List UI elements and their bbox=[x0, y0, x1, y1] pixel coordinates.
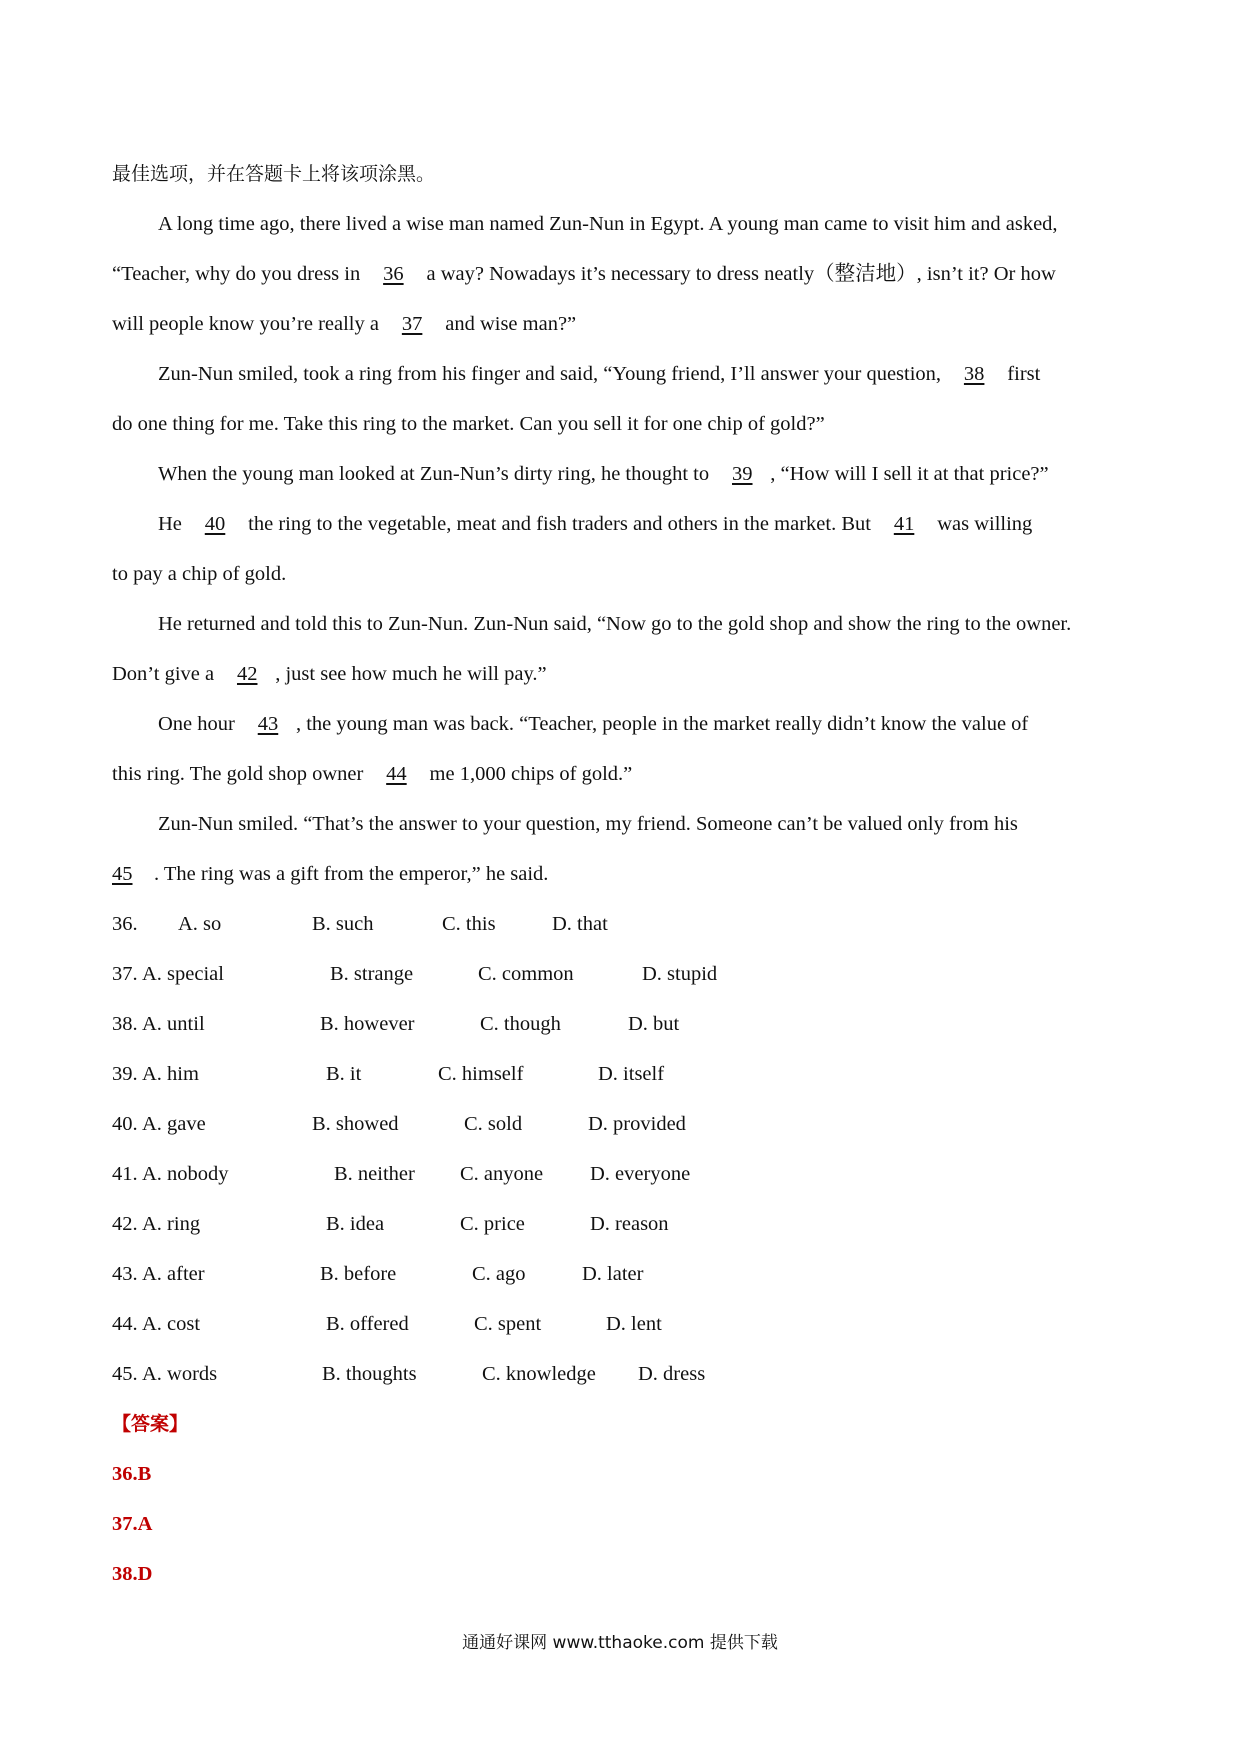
passage-text: A long time ago, there lived a wise man named Zun-Nun in Egypt. A young man came to visit him and asked, bbox=[158, 213, 1058, 235]
question-row bbox=[112, 1052, 1132, 1102]
option-c: C. price bbox=[460, 1213, 525, 1235]
passage-line bbox=[112, 852, 1132, 902]
option-c: C. ago bbox=[472, 1263, 526, 1285]
passage-line bbox=[112, 802, 1132, 852]
blank-39: 39 bbox=[732, 463, 753, 485]
blank-45: 45 bbox=[112, 863, 133, 885]
option-b: B. however bbox=[320, 1013, 415, 1035]
passage-text: He returned and told this to Zun-Nun. Zun-Nun said, “Now go to the gold shop and show the ring to the owner. bbox=[158, 613, 1072, 635]
passage-text: He bbox=[158, 513, 182, 535]
option-a: A. so bbox=[178, 913, 222, 935]
blank-42: 42 bbox=[236, 663, 258, 685]
passage-line bbox=[112, 202, 1132, 252]
option-a: A. words bbox=[142, 1363, 218, 1385]
option-a: A. nobody bbox=[142, 1163, 229, 1185]
question-list bbox=[112, 902, 1132, 1402]
passage-text: When the young man looked at Zun-Nun’s dirty ring, he thought to bbox=[158, 463, 710, 485]
question-number: 44. bbox=[112, 1313, 138, 1335]
question-row bbox=[112, 952, 1132, 1002]
passage-line bbox=[112, 702, 1132, 752]
passage-text: Zun-Nun smiled, took a ring from his finger and said, “Young friend, I’ll answer your question, bbox=[158, 363, 942, 385]
option-a: A. after bbox=[142, 1263, 205, 1285]
passage-line bbox=[112, 752, 1132, 802]
question-number: 40. bbox=[112, 1113, 138, 1135]
blank-44: 44 bbox=[386, 763, 407, 785]
passage-line bbox=[112, 652, 1132, 702]
option-d: D. everyone bbox=[590, 1163, 691, 1185]
passage-line bbox=[112, 552, 1132, 602]
passage-text: to pay a chip of gold. bbox=[112, 563, 287, 585]
footer-text: 通通好课网 www.tthaoke.com 提供下载 bbox=[462, 1633, 778, 1653]
option-d: D. provided bbox=[588, 1113, 686, 1135]
question-row bbox=[112, 902, 1132, 952]
question-number: 39. bbox=[112, 1063, 138, 1085]
document-page bbox=[112, 152, 1132, 1602]
answer-item: 38.D bbox=[112, 1563, 153, 1585]
option-b: B. neither bbox=[334, 1163, 415, 1185]
option-d: D. later bbox=[582, 1263, 644, 1285]
blank-38: 38 bbox=[963, 363, 985, 385]
passage-text: the ring to the vegetable, meat and fish traders and others in the market. But bbox=[248, 513, 871, 535]
question-number: 45. bbox=[112, 1363, 138, 1385]
question-number: 37. bbox=[112, 963, 138, 985]
passage-text: “Teacher, why do you dress in bbox=[112, 263, 361, 285]
passage-text: first bbox=[1007, 363, 1041, 385]
passage-line bbox=[112, 502, 1132, 552]
option-b: B. it bbox=[326, 1063, 362, 1085]
option-a: A. him bbox=[142, 1063, 199, 1085]
blank-43: 43 bbox=[257, 713, 279, 735]
passage-text: One hour bbox=[158, 713, 235, 735]
passage-line bbox=[112, 352, 1132, 402]
option-b: B. thoughts bbox=[322, 1363, 417, 1385]
option-d: D. reason bbox=[590, 1213, 669, 1235]
option-b: B. before bbox=[320, 1263, 397, 1285]
passage-line bbox=[112, 402, 1132, 452]
passage-line bbox=[112, 602, 1132, 652]
option-c: C. this bbox=[442, 913, 496, 935]
option-b: B. showed bbox=[312, 1113, 399, 1135]
passage-text: do one thing for me. Take this ring to the market. Can you sell it for one chip of gold?” bbox=[112, 413, 825, 435]
question-number: 42. bbox=[112, 1213, 138, 1235]
passage-line bbox=[112, 302, 1132, 352]
passage-text: Zun-Nun smiled. “That’s the answer to your question, my friend. Someone can’t be valued only from his bbox=[158, 813, 1018, 835]
option-c: C. himself bbox=[438, 1063, 524, 1085]
passage-text: me 1,000 chips of gold.” bbox=[429, 763, 633, 785]
answer-item: 37.A bbox=[112, 1513, 153, 1535]
option-b: B. idea bbox=[326, 1213, 385, 1235]
option-d: D. lent bbox=[606, 1313, 662, 1335]
option-a: A. gave bbox=[142, 1113, 206, 1135]
question-row bbox=[112, 1252, 1132, 1302]
question-row bbox=[112, 1102, 1132, 1152]
answer-list bbox=[112, 1452, 1132, 1602]
question-number: 38. bbox=[112, 1013, 138, 1035]
blank-40: 40 bbox=[204, 513, 226, 535]
answer-heading: 【答案】 bbox=[112, 1413, 189, 1435]
question-number: 36. bbox=[112, 913, 138, 935]
option-a: A. special bbox=[142, 963, 224, 985]
passage-text: , the young man was back. “Teacher, people in the market really didn’t know the value of bbox=[295, 713, 1029, 735]
blank-37: 37 bbox=[401, 313, 423, 335]
option-d: D. dress bbox=[638, 1363, 706, 1385]
option-a: A. cost bbox=[142, 1313, 201, 1335]
passage-text: , just see how much he will pay.” bbox=[275, 663, 547, 685]
passage-text: was willing bbox=[937, 513, 1033, 535]
passage-text: a way? Nowadays it’s necessary to dress neatly（整洁地）, isn’t it? Or how bbox=[426, 263, 1056, 285]
passage-line bbox=[112, 452, 1132, 502]
blank-41: 41 bbox=[893, 513, 915, 535]
option-d: D. that bbox=[552, 913, 608, 935]
option-b: B. strange bbox=[330, 963, 414, 985]
passage-line bbox=[112, 252, 1132, 302]
option-a: A. until bbox=[142, 1013, 205, 1035]
question-row bbox=[112, 1152, 1132, 1202]
question-number: 43. bbox=[112, 1263, 138, 1285]
option-d: D. stupid bbox=[642, 963, 718, 985]
option-c: C. knowledge bbox=[482, 1363, 596, 1385]
option-b: B. offered bbox=[326, 1313, 409, 1335]
question-row bbox=[112, 1202, 1132, 1252]
passage-text: will people know you’re really a bbox=[112, 313, 379, 335]
option-a: A. ring bbox=[142, 1213, 201, 1235]
option-d: D. itself bbox=[598, 1063, 665, 1085]
question-row bbox=[112, 1302, 1132, 1352]
option-c: C. spent bbox=[474, 1313, 542, 1335]
instruction-text: 最佳选项，并在答题卡上将该项涂黑。 bbox=[112, 163, 436, 185]
question-row bbox=[112, 1002, 1132, 1052]
option-d: D. but bbox=[628, 1013, 680, 1035]
question-row bbox=[112, 1352, 1132, 1402]
option-c: C. though bbox=[480, 1013, 561, 1035]
option-c: C. anyone bbox=[460, 1163, 544, 1185]
passage-text: . The ring was a gift from the emperor,” he said. bbox=[154, 863, 549, 885]
blank-36: 36 bbox=[383, 263, 404, 285]
passage-text: Don’t give a bbox=[112, 663, 215, 685]
passage-text: , “How will I sell it at that price?” bbox=[770, 463, 1049, 485]
passage-text: this ring. The gold shop owner bbox=[112, 763, 364, 785]
question-number: 41. bbox=[112, 1163, 138, 1185]
option-b: B. such bbox=[312, 913, 374, 935]
passage-text: and wise man?” bbox=[445, 313, 577, 335]
option-c: C. sold bbox=[464, 1113, 523, 1135]
answer-item: 36.B bbox=[112, 1463, 152, 1485]
option-c: C. common bbox=[478, 963, 574, 985]
